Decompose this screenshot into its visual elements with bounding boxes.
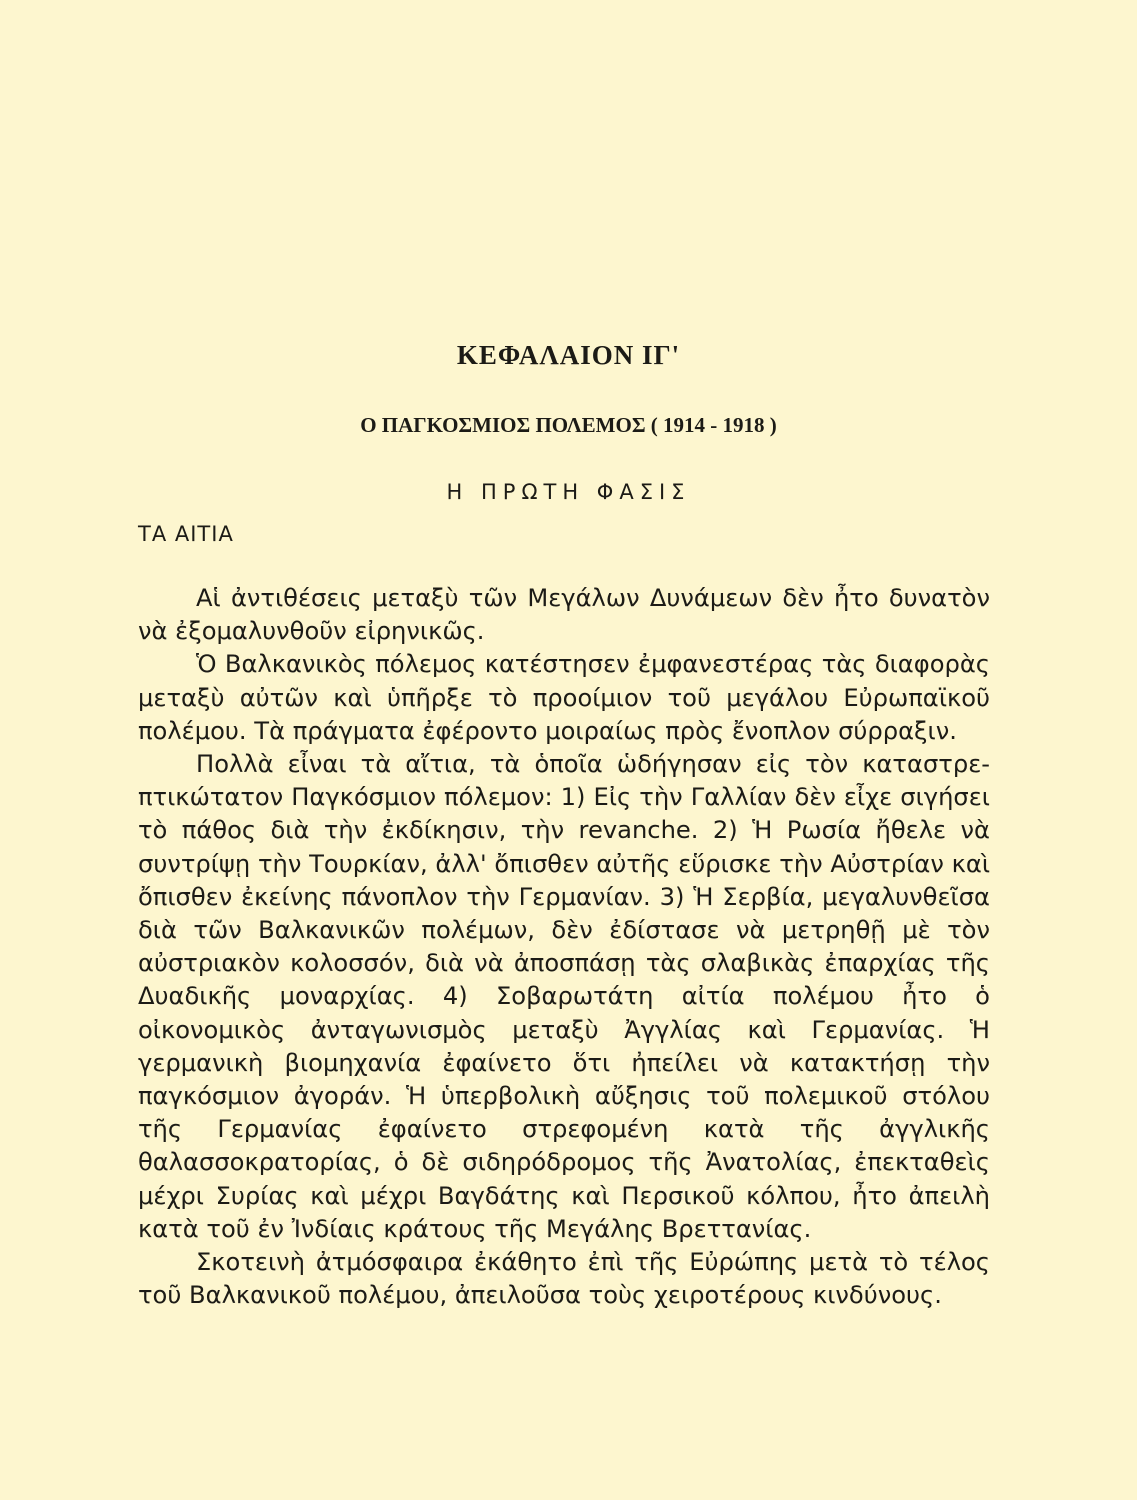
paragraph: Ὁ Βαλκανικὸς πόλεμος κατέστησεν ἐμφανεστέρας τὰς διαφορὰς μεταξὺ αὐτῶν καὶ ὑπῆρξε τὸ προοίμιον τοῦ μεγάλου Εὐρωπαϊκοῦ πολέμου. Τὰ πράγματα ἐφέροντο μοιραίως πρὸς ἔνοπλον σύρραξιν. (138, 650, 990, 745)
chapter-subtitle: Ο ΠΑΓΚΟΣΜΙΟΣ ΠΟΛΕΜΟΣ ( 1914 - 1918 ) (360, 413, 777, 437)
section-heading: ΤΑ ΑΙΤΙΑ (138, 522, 234, 546)
body-text (138, 582, 990, 1312)
paragraph: Πολλὰ εἶναι τὰ αἴτια, τὰ ὁποῖα ὡδήγησαν εἰς τὸν καταστρεπτικώτατον Παγκόσμιον πόλεμον: 1) Εἰς τὴν Γαλλίαν δὲν εἶχε σιγήσει τὸ πάθος διὰ τὴν ἐκδίκησιν, τὴν revanche. 2) Ἡ Ρωσία ἤθελε νὰ συντρίψῃ τὴν Τουρκίαν, ἀλλ' ὄπισθεν αὐτῆς εὕρισκε τὴν Αὐστρίαν καὶ ὄπισθεν ἐκείνης πάνοπλον τὴν Γερμανίαν. 3) Ἡ Σερβία, μεγαλυνθεῖσα διὰ τῶν Βαλκανικῶν πολέμων, δὲν ἐδίστασε νὰ μετρηθῇ μὲ τὸν αὐστριακὸν κολοσσόν, διὰ νὰ ἀποσπάσῃ τὰς σλαβικὰς ἐπαρχίας τῆς Δυαδικῆς μοναρχίας. 4) Σοβαρωτάτη αἰτία πολέμου ἦτο ὁ οἰκονομικὸς ἀνταγωνισμὸς μεταξὺ Ἀγγλίας καὶ Γερμανίας. Ἡ γερμανικὴ βιομηχανία ἐφαίνετο ὅτι ἠπείλει νὰ κατακτήσῃ τὴν παγκόσμιον ἀγοράν. Ἡ ὑπερβολικὴ αὔξησις τοῦ πολεμικοῦ στόλου τῆς Γερμανίας ἐφαίνετο στρεφομένη κατὰ τῆς ἀγγλικῆς θαλασσοκρατορίας, ὁ δὲ σιδηρόδρομος τῆς Ἀνατολίας, ἐπεκταθεὶς μέχρι Συρίας καὶ μέχρι Βαγδάτης καὶ Περσικοῦ κόλπου, ἦτο ἀπειλὴ κατὰ τοῦ ἐν Ἰνδίαις κράτους τῆς Μεγάλης Βρεττανίας. (138, 750, 990, 1243)
paragraph: Σκοτεινὴ ἀτμόσφαιρα ἐκάθητο ἐπὶ τῆς Εὐρώπης μετὰ τὸ τέλος τοῦ Βαλκανικοῦ πολέμου, ἀπειλοῦσα τοὺς χειροτέρους κινδύνους. (138, 1248, 990, 1310)
chapter-title: ΚΕΦΑΛΑΙΟΝ ΙΓ' (456, 340, 681, 370)
phase-heading: Η ΠΡΩΤΗ ΦΑΣΙΣ (446, 480, 691, 504)
paragraph: Αἱ ἀντιθέσεις μεταξὺ τῶν Μεγάλων Δυνάμεων δὲν ἦτο δυνατὸν νὰ ἐξομαλυνθοῦν εἰρηνικῶς. (138, 584, 990, 646)
